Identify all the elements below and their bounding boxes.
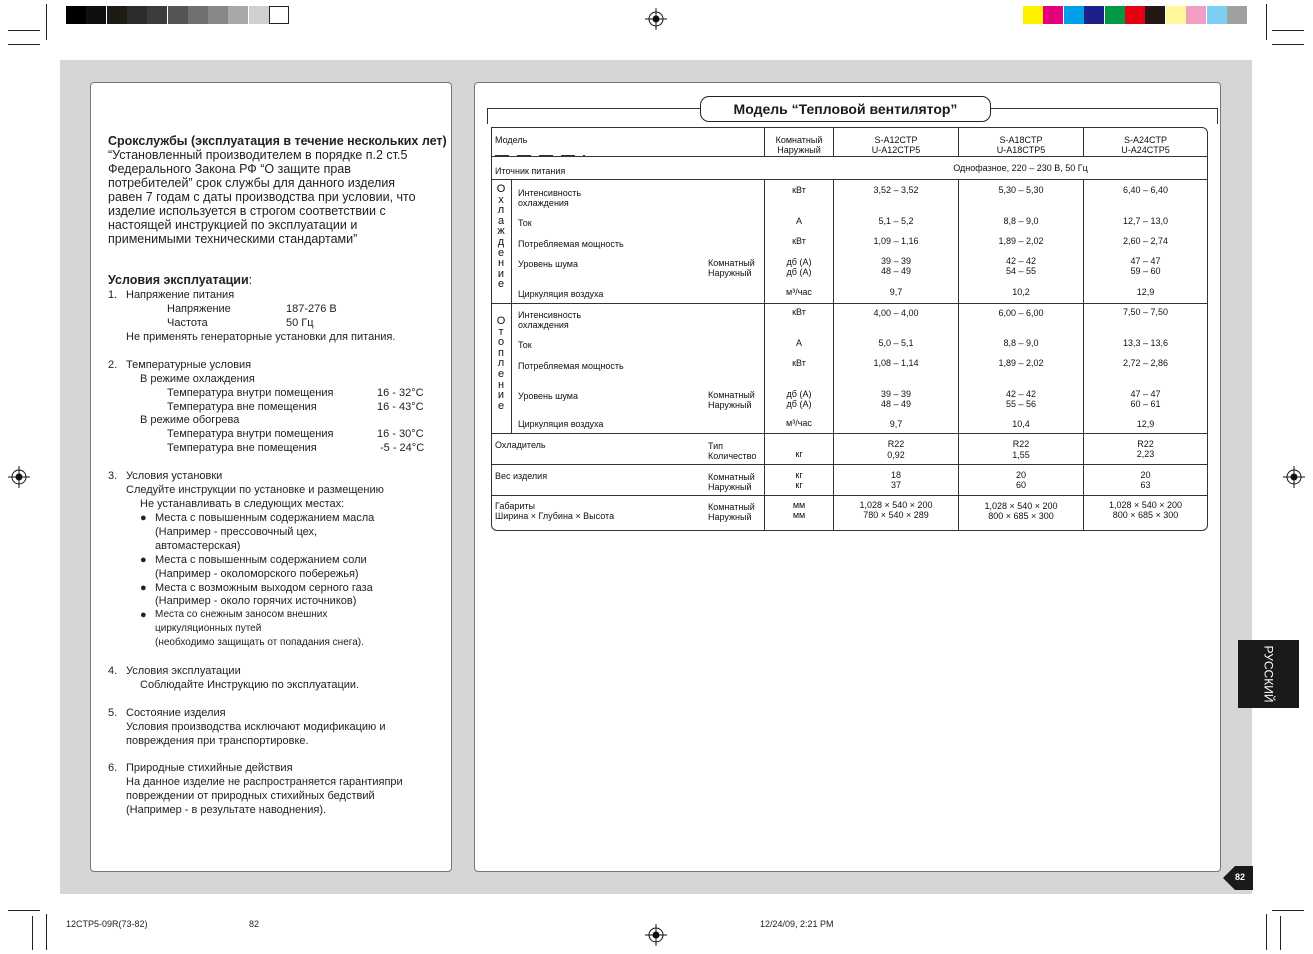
registration-mark-icon bbox=[1283, 466, 1305, 488]
value-cell: 6,40 – 6,40 bbox=[1122, 185, 1169, 195]
service-life-title: Срокслужбы (эксплуатация в течение нескольких лет) bbox=[108, 134, 447, 148]
cooling-vertical-label: О х л а ж д е н и е bbox=[496, 183, 506, 291]
install-bullet-text: (Например - околоморского побережья) bbox=[155, 568, 359, 580]
conditions-title: Условия эксплуатации: bbox=[108, 273, 253, 287]
gray-swatch bbox=[147, 6, 167, 24]
row-label: Интенсивность bbox=[518, 188, 582, 198]
color-swatch bbox=[1145, 6, 1165, 24]
section-number: 2. bbox=[108, 359, 118, 371]
service-life-line: потребителей” срок службы для данного изделия bbox=[108, 176, 396, 190]
value-cell: 59 – 60 bbox=[1130, 266, 1161, 276]
value-cell: 39 – 39 bbox=[880, 389, 912, 399]
sub-label: Комнатный bbox=[708, 258, 755, 268]
color-swatch bbox=[1105, 6, 1125, 24]
sub-label: Наружный bbox=[708, 512, 752, 522]
value-cell: 60 bbox=[1015, 480, 1026, 490]
frequency-label: Частота bbox=[167, 317, 208, 329]
sub-label: Наружный bbox=[708, 268, 752, 278]
temp-label: Температура внутри помещения bbox=[167, 387, 334, 399]
power-value: Однофазное, 220 – 230 В, 50 Гц bbox=[953, 163, 1088, 173]
value-cell: 8,8 – 9,0 bbox=[1003, 216, 1039, 226]
unit-cell: кг bbox=[795, 480, 803, 490]
sub-label: Комнатный bbox=[708, 390, 755, 400]
install-bullet-text: циркуляционных путей bbox=[155, 623, 262, 634]
unit-cell: кВт bbox=[792, 307, 806, 317]
footer-date: 12/24/09, 2:21 PM bbox=[760, 919, 834, 929]
registration-mark-icon bbox=[645, 8, 667, 30]
value-cell: 12,9 bbox=[1136, 419, 1155, 429]
frequency-value: 50 Гц bbox=[286, 317, 314, 329]
value-cell: 8,8 – 9,0 bbox=[1003, 338, 1039, 348]
service-life-line: равен 7 годам с даты производства при условии, что bbox=[108, 190, 416, 204]
value-cell: 7,50 – 7,50 bbox=[1122, 307, 1169, 317]
value-cell: 2,72 – 2,86 bbox=[1122, 358, 1169, 368]
temp-label: Температура внутри помещения bbox=[167, 428, 334, 440]
value-cell: 1,028 × 540 × 200 bbox=[1108, 500, 1183, 510]
value-cell: 48 – 49 bbox=[880, 399, 912, 409]
gray-swatch bbox=[269, 6, 289, 24]
install-line: Следуйте инструкции по установке и размещению bbox=[126, 484, 384, 496]
unit-cell: кг bbox=[795, 470, 803, 480]
row-label: охлаждения bbox=[518, 198, 569, 208]
service-life-line: Федерального Закона РФ “О защите прав bbox=[108, 162, 351, 176]
bullet-icon: ● bbox=[140, 512, 147, 524]
footer-code: 12CTP5-09R(73-82) bbox=[66, 919, 148, 929]
value-cell: 3,52 – 3,52 bbox=[873, 185, 919, 195]
unit-cell: мм bbox=[792, 500, 806, 510]
unit-cell: м³/час bbox=[786, 287, 812, 297]
unit-cell: А bbox=[795, 338, 802, 348]
install-bullet-text: (необходимо защищать от попадания снега). bbox=[155, 637, 364, 648]
table-rule bbox=[491, 156, 1208, 157]
install-bullet-text: Места с повышенным содержанием соли bbox=[155, 554, 367, 566]
row-label: Уровень шума bbox=[518, 391, 578, 401]
disaster-line: повреждении от природных стихийных бедствий bbox=[126, 790, 375, 802]
crop-mark-icon bbox=[8, 44, 40, 45]
gray-swatch bbox=[86, 6, 106, 24]
row-label: охлаждения bbox=[518, 320, 569, 330]
row-label: Ток bbox=[518, 218, 532, 228]
unit-cell: мм bbox=[792, 510, 806, 520]
gray-swatch bbox=[208, 6, 228, 24]
section-number: 6. bbox=[108, 762, 118, 774]
value-cell: 1,028 × 540 × 200 bbox=[984, 501, 1058, 511]
color-swatch bbox=[1166, 6, 1186, 24]
value-cell: 780 × 540 × 289 bbox=[863, 510, 929, 520]
value-cell: 5,1 – 5,2 bbox=[878, 216, 914, 226]
bullet-icon: ● bbox=[140, 609, 147, 621]
header-model-outdoor: U-A18CTP5 bbox=[996, 145, 1046, 155]
value-cell: 5,0 – 5,1 bbox=[878, 338, 914, 348]
crop-mark-icon bbox=[8, 910, 40, 911]
page-number: 82 bbox=[1235, 872, 1246, 882]
header-model-outdoor: U-A24CTP5 bbox=[1121, 145, 1170, 155]
row-label: Интенсивность bbox=[518, 310, 582, 320]
row-label: Потребляемая мощность bbox=[518, 361, 624, 371]
voltage-label: Напряжение bbox=[167, 303, 231, 315]
section-title: Условия установки bbox=[126, 470, 223, 482]
table-rule bbox=[491, 433, 1208, 434]
header-model-outdoor: U-A12CTP5 bbox=[871, 145, 921, 155]
value-cell: 1,028 × 540 × 200 bbox=[859, 500, 933, 510]
value-cell: 5,30 – 5,30 bbox=[998, 185, 1044, 195]
row-label: Габариты bbox=[495, 501, 535, 511]
unit-cell: кВт bbox=[792, 185, 806, 195]
disaster-line: (Например - в результате наводнения). bbox=[126, 804, 327, 816]
crop-mark-icon bbox=[1272, 44, 1304, 45]
crop-mark-icon bbox=[8, 30, 40, 31]
value-cell: 48 – 49 bbox=[880, 266, 912, 276]
footer-page: 82 bbox=[249, 919, 260, 929]
value-cell: 9,7 bbox=[889, 287, 903, 297]
value-cell: R22 bbox=[1137, 439, 1154, 449]
value-cell: 37 bbox=[890, 480, 901, 490]
value-cell: 9,7 bbox=[889, 419, 903, 429]
unit-cell: кВт bbox=[792, 236, 806, 246]
row-label: Ток bbox=[518, 340, 532, 350]
color-swatch bbox=[1064, 6, 1084, 24]
gray-swatch bbox=[249, 6, 269, 24]
table-rule bbox=[491, 464, 1208, 465]
dash-rule bbox=[495, 155, 585, 157]
language-tab-label bbox=[1238, 640, 1299, 708]
value-cell: R22 bbox=[887, 439, 905, 449]
install-line: Не устанавливать в следующих местах: bbox=[140, 498, 345, 510]
color-swatch bbox=[1125, 6, 1145, 24]
header-outdoor: Наружный bbox=[777, 145, 821, 155]
color-swatch bbox=[1186, 6, 1206, 24]
registration-mark-icon bbox=[8, 466, 30, 488]
value-cell: 800 × 685 × 300 bbox=[1112, 510, 1179, 520]
value-cell: 20 bbox=[1015, 470, 1026, 480]
value-cell: 18 bbox=[890, 470, 901, 480]
value-cell: 1,08 – 1,14 bbox=[873, 358, 919, 368]
value-cell: 6,00 – 6,00 bbox=[998, 308, 1044, 318]
value-cell: 4,00 – 4,00 bbox=[873, 308, 919, 318]
header-model-indoor: S-A12CTP bbox=[874, 135, 918, 145]
value-cell: 12,9 bbox=[1136, 287, 1155, 297]
gray-swatch bbox=[127, 6, 147, 24]
value-cell: 63 bbox=[1140, 480, 1151, 490]
table-rule bbox=[491, 179, 1208, 180]
install-bullet-text: автомастерская) bbox=[155, 540, 241, 552]
bullet-icon: ● bbox=[140, 554, 147, 566]
language-tab-text: РУССКИЙ bbox=[1261, 645, 1276, 703]
value-cell: 13,3 – 13,6 bbox=[1122, 338, 1169, 348]
row-label: Охладитель bbox=[495, 440, 546, 450]
crop-mark-icon bbox=[1266, 4, 1267, 40]
value-cell: 12,7 – 13,0 bbox=[1122, 216, 1169, 226]
unit-cell: кВт bbox=[792, 358, 806, 368]
gray-swatch bbox=[168, 6, 188, 24]
temp-value: 16 - 43°C bbox=[377, 401, 424, 413]
value-cell: 39 – 39 bbox=[880, 256, 912, 266]
row-label: Вес изделия bbox=[495, 471, 548, 481]
header-model-label: Модель bbox=[495, 135, 528, 145]
value-cell: 54 – 55 bbox=[1005, 266, 1037, 276]
row-label: Уровень шума bbox=[518, 259, 578, 269]
power-label: Иточник питания bbox=[495, 166, 566, 176]
crop-mark-icon bbox=[32, 916, 33, 950]
heating-mode-label: В режиме обогрева bbox=[140, 414, 240, 426]
value-cell: 1,89 – 2,02 bbox=[998, 358, 1044, 368]
service-life-line: применимыми техническими стандартами” bbox=[108, 232, 358, 246]
color-swatch bbox=[1043, 6, 1063, 24]
heating-vertical-label: О т о п л е н и е bbox=[496, 315, 506, 412]
service-life-line: настоящей инструкцией по эксплуатации и bbox=[108, 218, 358, 232]
sub-label: Наружный bbox=[708, 400, 752, 410]
unit-cell: дб (А) bbox=[786, 257, 812, 267]
model-title-box bbox=[700, 96, 991, 122]
disaster-line: На данное изделие не распространяется гарантияпри bbox=[126, 776, 403, 788]
row-label: Потребляемая мощность bbox=[518, 239, 624, 249]
unit-cell: дб (А) bbox=[786, 389, 812, 399]
value-cell: 47 – 47 bbox=[1130, 256, 1161, 266]
value-cell: 42 – 42 bbox=[1005, 389, 1037, 399]
section-title: Условия эксплуатации bbox=[126, 665, 241, 677]
table-rule bbox=[491, 495, 1208, 496]
crop-mark-icon bbox=[46, 914, 47, 950]
sub-label: Тип bbox=[708, 441, 724, 451]
value-cell: 1,09 – 1,16 bbox=[873, 236, 919, 246]
value-cell: 1,89 – 2,02 bbox=[998, 236, 1044, 246]
service-life-line: “Установленный производителем в порядке п.2 ст.5 bbox=[108, 148, 408, 162]
unit-cell: кг bbox=[795, 449, 803, 459]
section-title: Состояние изделия bbox=[126, 707, 226, 719]
section-number: 1. bbox=[108, 289, 118, 301]
color-swatch bbox=[1227, 6, 1247, 24]
crop-mark-icon bbox=[1272, 30, 1304, 31]
value-cell: 55 – 56 bbox=[1005, 399, 1037, 409]
unit-cell: А bbox=[795, 216, 802, 226]
unit-cell: м³/час bbox=[786, 418, 812, 428]
gray-swatch bbox=[188, 6, 208, 24]
install-bullet-text: Места с повышенным содержанием масла bbox=[155, 512, 375, 524]
registration-mark-icon bbox=[645, 924, 667, 946]
condition-line: Условия производства исключают модификацию и bbox=[126, 721, 386, 733]
install-bullet-text: (Например - около горячих источников) bbox=[155, 595, 357, 607]
value-cell: 2,60 – 2,74 bbox=[1122, 236, 1169, 246]
table-rule bbox=[491, 303, 1208, 304]
bullet-icon: ● bbox=[140, 582, 147, 594]
header-indoor: Комнатный bbox=[775, 135, 823, 145]
install-bullet-text: Места со снежным заносом внешних bbox=[155, 609, 328, 620]
section-title: Природные стихийные действия bbox=[126, 762, 293, 774]
table-rule bbox=[511, 179, 512, 433]
temp-value: 16 - 30°C bbox=[377, 428, 424, 440]
header-model-indoor: S-A18CTP bbox=[999, 135, 1043, 145]
generator-note: Не применять генераторные установки для питания. bbox=[126, 331, 396, 343]
title-rule bbox=[487, 108, 488, 124]
gray-swatch bbox=[228, 6, 248, 24]
sub-label: Комнатный bbox=[708, 502, 755, 512]
section-number: 5. bbox=[108, 707, 118, 719]
section-number: 4. bbox=[108, 665, 118, 677]
temp-label: Температура вне помещения bbox=[167, 442, 317, 454]
value-cell: 10,4 bbox=[1012, 419, 1030, 429]
section-number: 3. bbox=[108, 470, 118, 482]
condition-line: повреждения при транспортировке. bbox=[126, 735, 309, 747]
row-label: Ширина × Глубина × Высота bbox=[495, 511, 615, 521]
value-cell: 2,23 bbox=[1136, 449, 1155, 459]
value-cell: R22 bbox=[1012, 439, 1030, 449]
title-rule bbox=[1217, 108, 1218, 124]
value-cell: 0,92 bbox=[887, 450, 905, 460]
color-swatch bbox=[1084, 6, 1104, 24]
crop-mark-icon bbox=[1266, 914, 1267, 950]
crop-mark-icon bbox=[1272, 910, 1304, 911]
sub-label: Количество bbox=[708, 451, 757, 461]
section-title: Напряжение питания bbox=[126, 289, 235, 301]
temp-value: -5 - 24°C bbox=[380, 442, 425, 454]
value-cell: 10,2 bbox=[1012, 287, 1030, 297]
unit-cell: дб (А) bbox=[786, 399, 812, 409]
value-cell: 47 – 47 bbox=[1130, 389, 1161, 399]
row-label: Циркуляция воздуха bbox=[518, 289, 604, 299]
row-label: Циркуляция воздуха bbox=[518, 419, 604, 429]
temp-label: Температура вне помещения bbox=[167, 401, 317, 413]
model-title: Модель “Тепловой вентилятор” bbox=[733, 101, 958, 117]
voltage-value: 187-276 В bbox=[286, 303, 337, 315]
crop-mark-icon bbox=[1280, 916, 1281, 950]
crop-mark-icon bbox=[46, 4, 47, 40]
value-cell: 1,55 bbox=[1012, 450, 1030, 460]
color-swatch bbox=[1023, 6, 1043, 24]
unit-cell: дб (А) bbox=[786, 267, 812, 277]
gray-swatch bbox=[107, 6, 127, 24]
value-cell: 800 × 685 × 300 bbox=[988, 511, 1054, 521]
install-bullet-text: Места с возможным выходом серного газа bbox=[155, 582, 373, 594]
value-cell: 42 – 42 bbox=[1005, 256, 1037, 266]
sub-label: Наружный bbox=[708, 482, 752, 492]
operation-line: Соблюдайте Инструкцию по эксплуатации. bbox=[140, 679, 360, 691]
temp-value: 16 - 32°C bbox=[377, 387, 424, 399]
color-swatch bbox=[1207, 6, 1227, 24]
service-life-line: изделие используется в строгом соответствии с bbox=[108, 204, 386, 218]
gray-swatch bbox=[66, 6, 86, 24]
sub-label: Комнатный bbox=[708, 472, 755, 482]
value-cell: 20 bbox=[1140, 470, 1151, 480]
header-model-indoor: S-A24CTP bbox=[1123, 135, 1167, 145]
value-cell: 60 – 61 bbox=[1130, 399, 1161, 409]
section-title: Температурные условия bbox=[126, 359, 252, 371]
cooling-mode-label: В режиме охлаждения bbox=[140, 373, 255, 385]
install-bullet-text: (Например - прессовочный цех, bbox=[155, 526, 318, 538]
